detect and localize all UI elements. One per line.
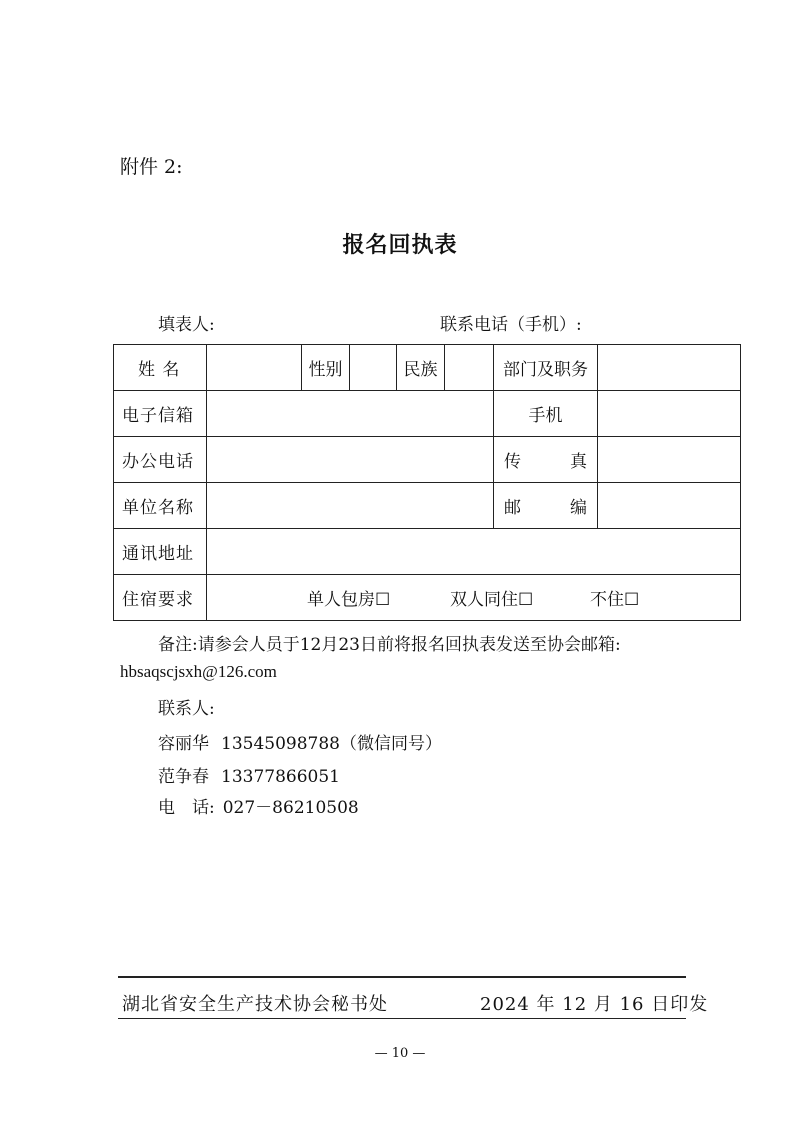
registration-table	[113, 344, 741, 621]
table-row	[114, 575, 741, 621]
contact-1: 容丽华 13545098788（微信同号）	[158, 734, 442, 754]
issuing-org: 湖北省安全生产技术协会秘书处	[122, 994, 388, 1015]
table-row	[114, 391, 741, 437]
lodging-label: 住宿要求	[114, 575, 207, 621]
office-phone-label: 办公电话	[114, 437, 207, 483]
contact-2: 范争春 13377866051	[158, 767, 340, 787]
table-row	[114, 437, 741, 483]
postcode-field[interactable]	[598, 483, 741, 529]
filler-label: 填表人:	[158, 315, 215, 335]
attachment-label: 附件 2:	[120, 156, 183, 178]
fax-label: 传 真	[494, 437, 598, 483]
ethnicity-label: 民族	[397, 345, 445, 391]
table-row	[114, 483, 741, 529]
mobile-label: 手机	[494, 391, 598, 437]
ethnicity-field[interactable]	[445, 345, 494, 391]
name-label: 姓 名	[114, 345, 207, 391]
table-row	[114, 529, 741, 575]
fax-field[interactable]	[598, 437, 741, 483]
page-number: — 10 —	[374, 1046, 426, 1061]
footer-rule-bottom	[118, 1018, 686, 1019]
no-lodging-option[interactable]: 不住☐	[590, 590, 640, 610]
contact-phone-label: 联系电话（手机）:	[440, 315, 582, 335]
telephone: 电 话: 027－86210508	[158, 798, 359, 818]
name-field[interactable]	[207, 345, 302, 391]
unit-field[interactable]	[207, 483, 494, 529]
page-title: 报名回执表	[342, 233, 458, 258]
lodging-options	[207, 575, 741, 621]
contacts-label: 联系人:	[158, 699, 215, 719]
dept-label: 部门及职务	[494, 345, 598, 391]
email-label: 电子信箱	[114, 391, 207, 437]
gender-field[interactable]	[350, 345, 397, 391]
note-line: 备注:请参会人员于12月23日前将报名回执表发送至协会邮箱:	[158, 635, 621, 655]
dept-field[interactable]	[598, 345, 741, 391]
table-row	[114, 345, 741, 391]
email-field[interactable]	[207, 391, 494, 437]
single-room-option[interactable]: 单人包房☐	[307, 590, 391, 610]
issue-date: 2024 年 12 月 16 日印发	[480, 994, 709, 1015]
footer-rule-top	[118, 976, 686, 978]
double-room-option[interactable]: 双人同住☐	[450, 590, 534, 610]
mobile-field[interactable]	[598, 391, 741, 437]
gender-label: 性别	[302, 345, 350, 391]
address-field[interactable]	[207, 529, 741, 575]
address-label: 通讯地址	[114, 529, 207, 575]
note-email: hbsaqscjsxh@126.com	[120, 662, 277, 681]
unit-label: 单位名称	[114, 483, 207, 529]
office-phone-field[interactable]	[207, 437, 494, 483]
postcode-label: 邮 编	[494, 483, 598, 529]
